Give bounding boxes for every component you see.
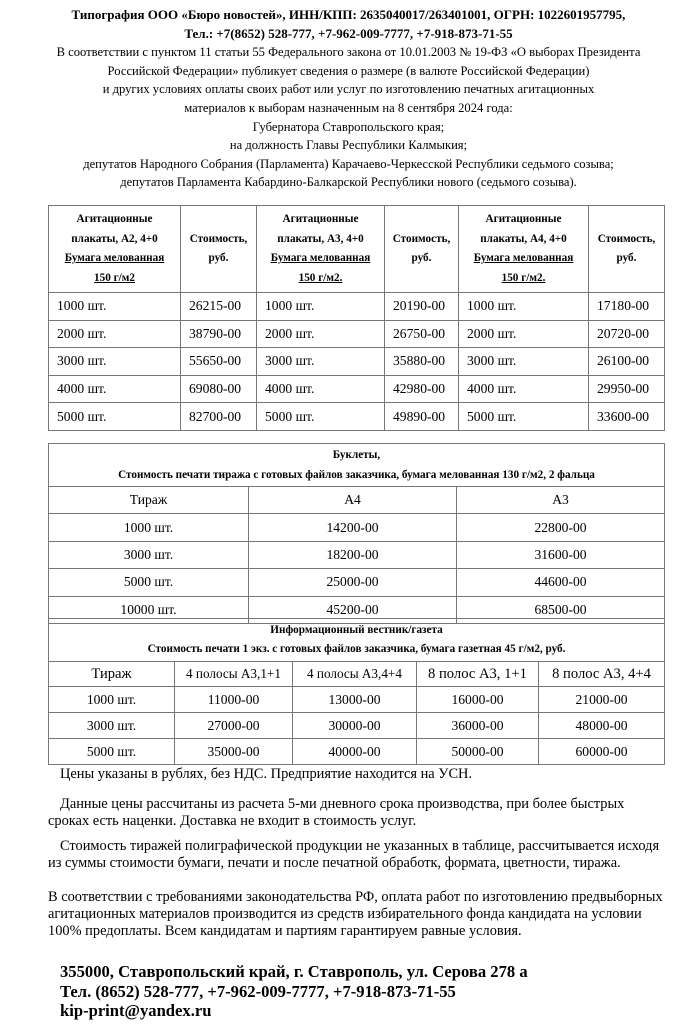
column-header-price: Стоимость, руб.	[589, 206, 665, 293]
table-cell: 30000-00	[293, 713, 417, 739]
column-header: А4	[249, 487, 457, 514]
posters-price-table	[48, 205, 665, 431]
header-text-line: и других условиях оплаты своих работ или услуг по изготовлению печатных агитационных	[102, 82, 595, 97]
column-header: 8 полос А3, 1+1	[417, 662, 539, 687]
table-cell: 1000 шт.	[49, 687, 175, 713]
document-header	[0, 6, 697, 192]
table-cell: 26100-00	[589, 348, 665, 376]
table-caption-row	[49, 444, 665, 487]
note-vat: Цены указаны в рублях, без НДС. Предприятие находится на УСН.	[60, 766, 473, 782]
company-phones: Тел.: +7(8652) 528-777, +7-962-009-7777, +7-918-873-71-55	[184, 25, 513, 41]
table-subtitle: Стоимость печати тиража с готовых файлов заказчика, бумага мелованная 130 г/м2, 2 фальца	[118, 469, 595, 481]
note-other-runs: Стоимость тиражей полиграфической продукции не указанных в таблице, рассчитывается исходя из суммы стоимости бумаги, печати и после печатной обработк, формата, цветности, тиража.	[48, 838, 660, 871]
table-cell: 36000-00	[417, 713, 539, 739]
table-cell: 20720-00	[589, 320, 665, 348]
table-cell: 21000-00	[539, 687, 665, 713]
table-cell: 40000-00	[293, 739, 417, 765]
header-text-line: Российской Федерации» публикует сведения о размере (в валюте Российской Федерации)	[107, 63, 590, 78]
column-header: А3	[457, 487, 665, 514]
table-cell: 27000-00	[175, 713, 293, 739]
table-cell: 38790-00	[181, 320, 257, 348]
table-cell: 3000 шт.	[49, 541, 249, 568]
table-row	[49, 687, 665, 713]
table-cell: 17180-00	[589, 293, 665, 321]
table-cell: 5000 шт.	[49, 739, 175, 765]
table-cell: 82700-00	[181, 403, 257, 431]
footer-email: kip-print@yandex.ru	[60, 1001, 212, 1020]
table-cell: 3000 шт.	[257, 348, 385, 376]
election-item: депутатов Парламента Кабардино-Балкарской Республики нового (седьмого созыва).	[120, 175, 577, 190]
column-header: 4 полосы А3,4+4	[293, 662, 417, 687]
column-header: Тираж	[49, 487, 249, 514]
table-header-row	[49, 206, 665, 293]
table-caption-row	[49, 619, 665, 662]
table-cell: 35000-00	[175, 739, 293, 765]
table-cell: 1000 шт.	[257, 293, 385, 321]
table-cell: 42980-00	[385, 375, 459, 403]
column-header-price: Стоимость, руб.	[385, 206, 459, 293]
table-cell: 11000-00	[175, 687, 293, 713]
table-cell: 4000 шт.	[257, 375, 385, 403]
table-header-row	[49, 487, 665, 514]
table-row	[49, 320, 665, 348]
table-row	[49, 514, 665, 541]
table-cell: 35880-00	[385, 348, 459, 376]
table-cell: 49890-00	[385, 403, 459, 431]
table-cell: 22800-00	[457, 514, 665, 541]
table-row	[49, 713, 665, 739]
table-row	[49, 739, 665, 765]
table-cell: 4000 шт.	[459, 375, 589, 403]
header-text-line: материалов к выборам назначенным на 8 сентября 2024 года:	[184, 100, 513, 115]
table-cell: 2000 шт.	[459, 320, 589, 348]
table-cell: 5000 шт.	[49, 403, 181, 431]
table-cell: 1000 шт.	[49, 293, 181, 321]
table-cell: 45200-00	[249, 596, 457, 623]
table-cell: 3000 шт.	[49, 713, 175, 739]
table-cell: 4000 шт.	[49, 375, 181, 403]
election-item: депутатов Народного Собрания (Парламента) Карачаево-Черкесской Республики седьмого созыва;	[83, 156, 614, 171]
table-cell: 68500-00	[457, 596, 665, 623]
footer-phones: Тел. (8652) 528-777, +7-962-009-7777, +7-918-873-71-55	[60, 982, 456, 1001]
company-info: Типография ООО «Бюро новостей», ИНН/КПП: 2635040017/263401001, ОГРН: 1022601957795,	[71, 7, 626, 22]
table-row	[49, 541, 665, 568]
table-cell: 5000 шт.	[459, 403, 589, 431]
election-item: Губернатора Ставропольского края;	[252, 119, 445, 134]
newspaper-price-table	[48, 618, 665, 765]
table-cell: 26215-00	[181, 293, 257, 321]
table-cell: 26750-00	[385, 320, 459, 348]
column-header-poster-a3: Агитационные плакаты, А3, 4+0 Бумага мелованная 150 г/м2.	[257, 206, 385, 293]
column-header: Тираж	[49, 662, 175, 687]
table-cell: 44600-00	[457, 569, 665, 596]
table-cell: 50000-00	[417, 739, 539, 765]
table-cell: 29950-00	[589, 375, 665, 403]
table-cell: 5000 шт.	[257, 403, 385, 431]
table-cell: 18200-00	[249, 541, 457, 568]
table-cell: 2000 шт.	[49, 320, 181, 348]
table-caption	[49, 444, 665, 487]
footer-address: 355000, Ставропольский край, г. Ставрополь, ул. Серова 278 а	[60, 962, 528, 981]
table-row	[49, 348, 665, 376]
table-cell: 1000 шт.	[459, 293, 589, 321]
table-cell: 48000-00	[539, 713, 665, 739]
table-header-row	[49, 662, 665, 687]
table-cell: 3000 шт.	[49, 348, 181, 376]
table-row	[49, 375, 665, 403]
table-subtitle: Стоимость печати 1 экз. с готовых файлов заказчика, бумага газетная 45 г/м2, руб.	[147, 643, 566, 655]
table-row	[49, 569, 665, 596]
header-text-line: В соответствии с пунктом 11 статьи 55 Федерального закона от 10.01.2003 № 19-ФЗ «О выборах Президента	[56, 45, 641, 60]
table-cell: 20190-00	[385, 293, 459, 321]
table-cell: 31600-00	[457, 541, 665, 568]
table-cell: 10000 шт.	[49, 596, 249, 623]
election-item: на должность Главы Республики Калмыкия;	[229, 138, 468, 153]
booklets-price-table	[48, 443, 665, 624]
table-row	[49, 403, 665, 431]
table-row	[49, 293, 665, 321]
table-title: Информационный вестник/газета	[270, 624, 443, 636]
table-cell: 13000-00	[293, 687, 417, 713]
table-caption	[49, 619, 665, 662]
column-header-poster-a2: Агитационные плакаты, А2, 4+0 Бумага мелованная 150 г/м2	[49, 206, 181, 293]
note-legal-payment: В соответствии с требованиями законодательства РФ, оплата работ по изготовлению предвыборных агитационных материалов производится из средств избирательного фонда кандидата на условии 100% предоплаты. Всем кандидатам и партиям гарантируем равные условия.	[48, 889, 663, 939]
table-title: Буклеты,	[332, 449, 381, 461]
column-header: 8 полос А3, 4+4	[539, 662, 665, 687]
table-cell: 55650-00	[181, 348, 257, 376]
table-cell: 2000 шт.	[257, 320, 385, 348]
table-cell: 3000 шт.	[459, 348, 589, 376]
table-cell: 60000-00	[539, 739, 665, 765]
table-cell: 14200-00	[249, 514, 457, 541]
table-cell: 5000 шт.	[49, 569, 249, 596]
table-cell: 16000-00	[417, 687, 539, 713]
table-cell: 33600-00	[589, 403, 665, 431]
note-terms: Данные цены рассчитаны из расчета 5-ми дневного срока производства, при более быстрых сроках есть наценки. Доставка не входит в стоимость услуг.	[48, 796, 625, 829]
table-cell: 69080-00	[181, 375, 257, 403]
table-cell: 25000-00	[249, 569, 457, 596]
column-header-price: Стоимость, руб.	[181, 206, 257, 293]
column-header: 4 полосы А3,1+1	[175, 662, 293, 687]
column-header-poster-a4: Агитационные плакаты, А4, 4+0 Бумага мелованная 150 г/м2.	[459, 206, 589, 293]
table-cell: 1000 шт.	[49, 514, 249, 541]
